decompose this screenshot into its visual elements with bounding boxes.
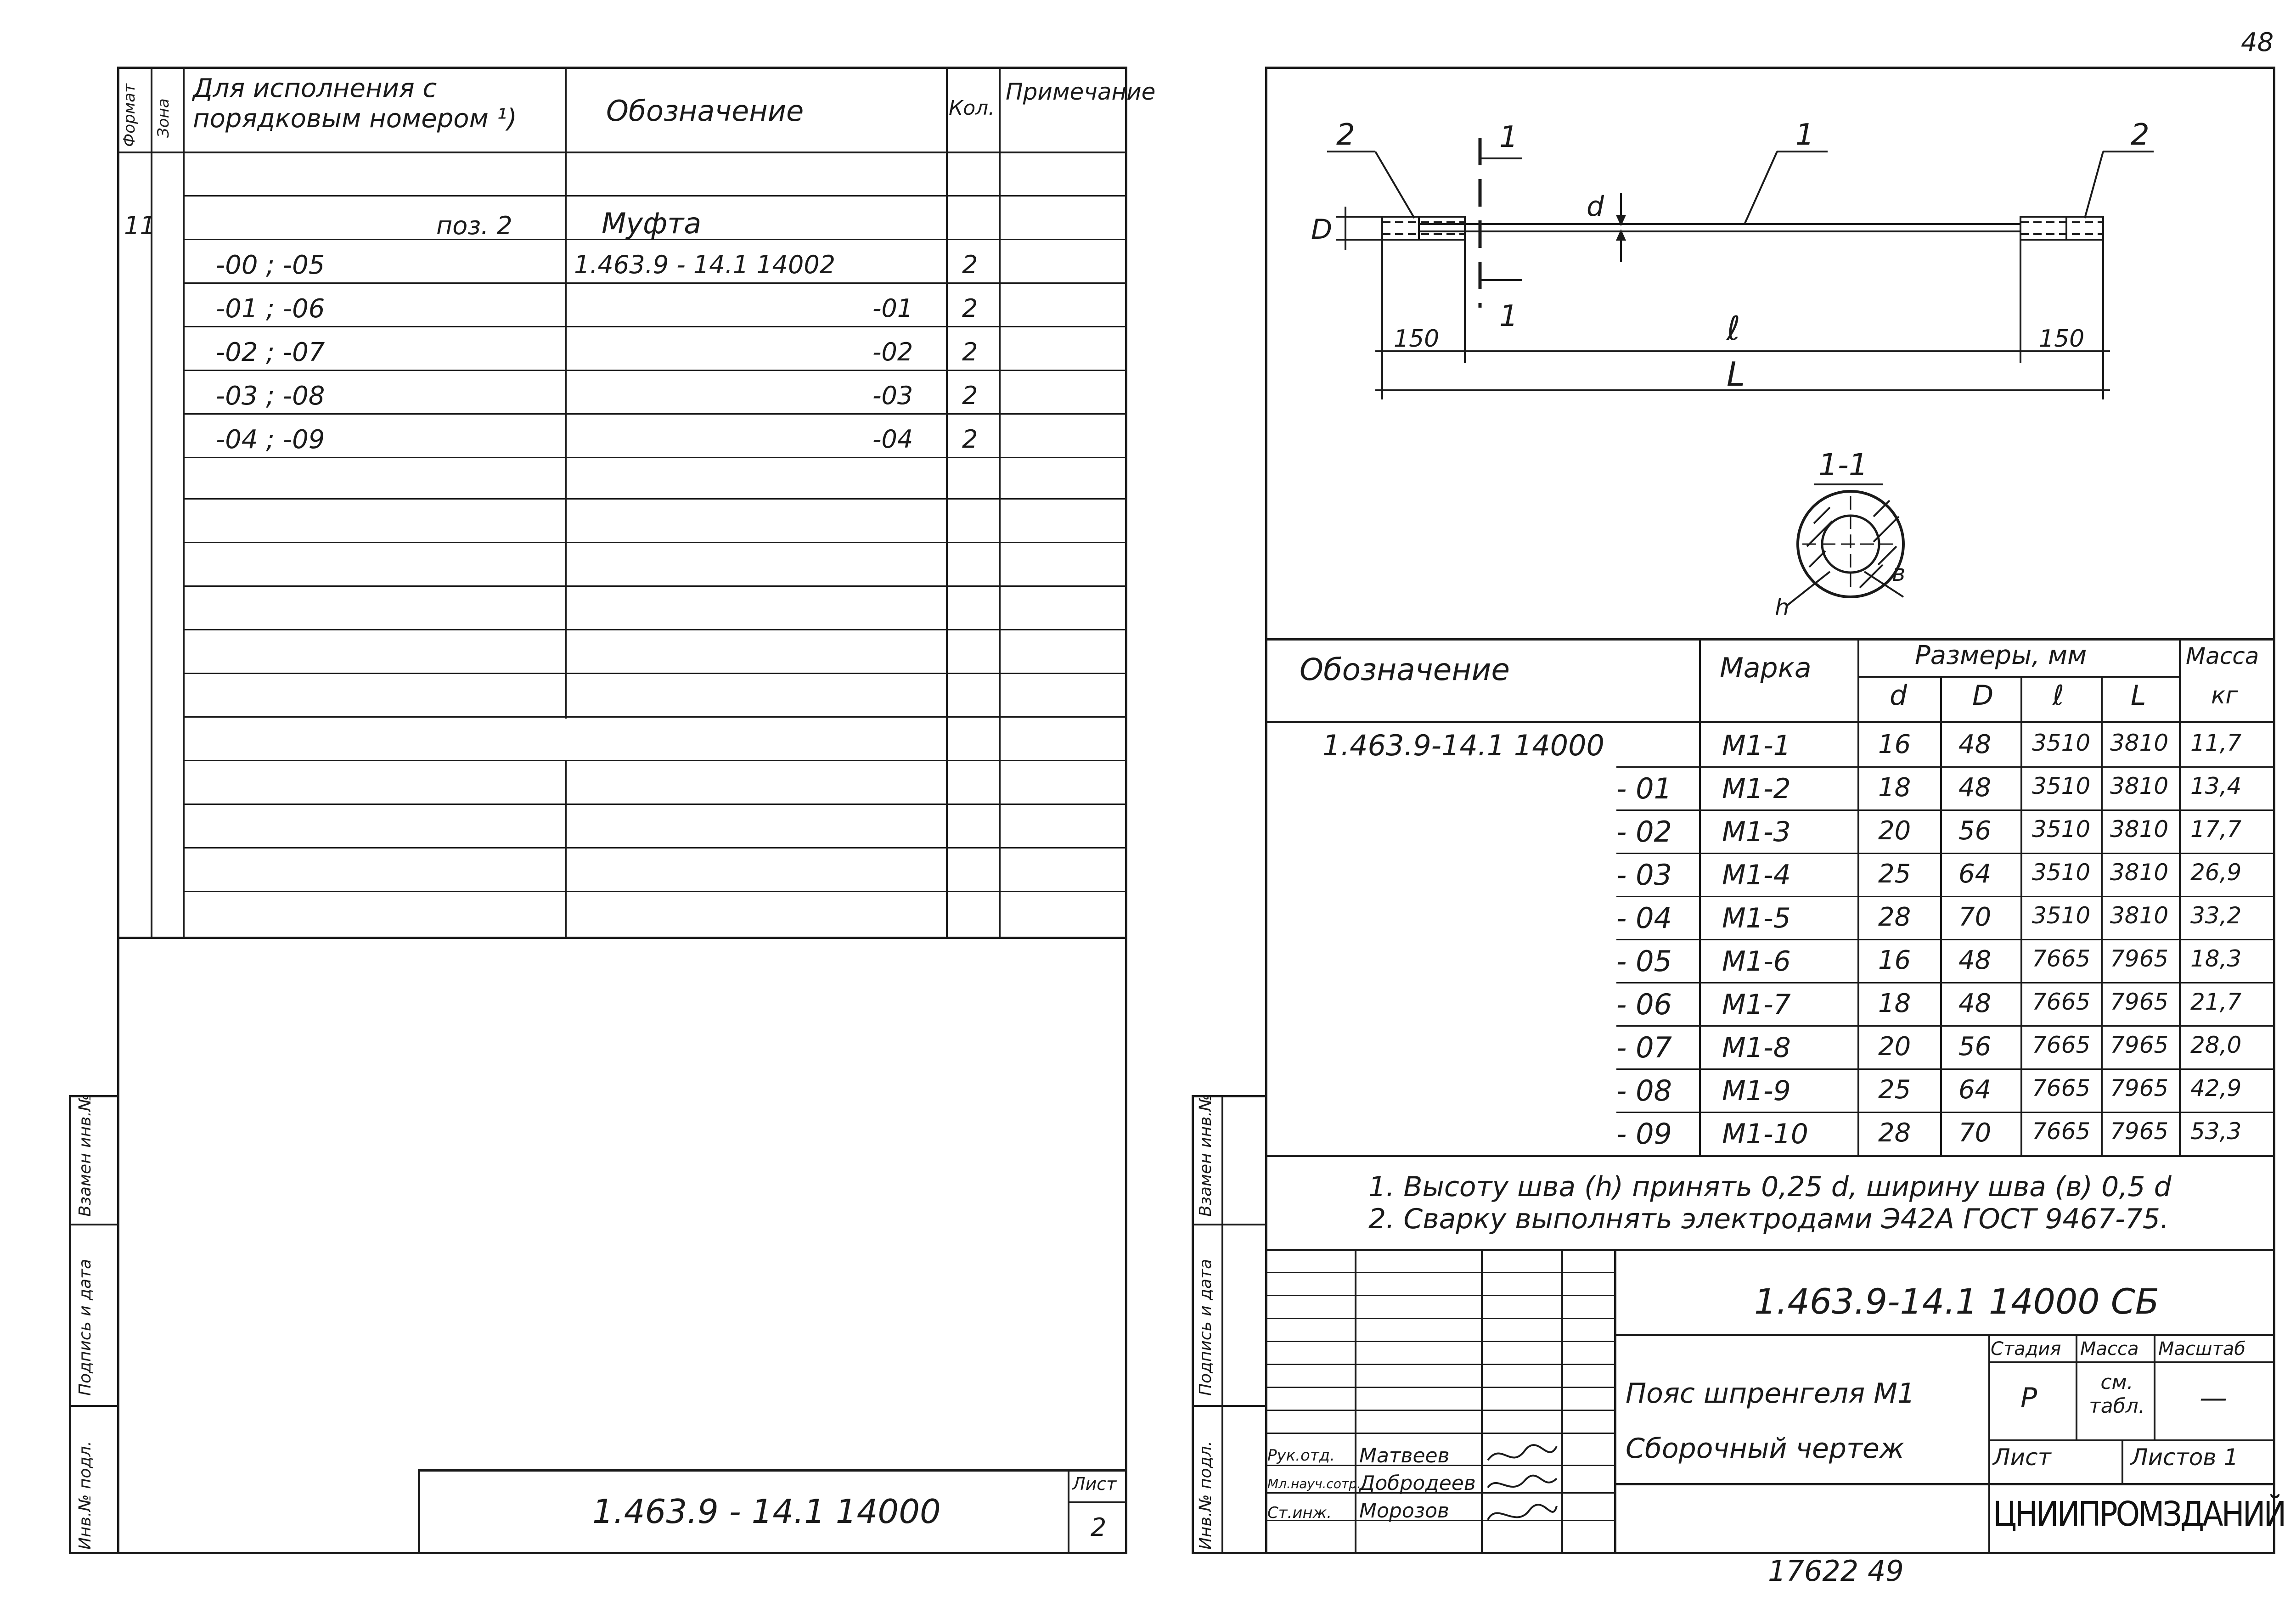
table-row-designation: - 09 xyxy=(1616,1117,1672,1151)
table-cell-mass: 33,2 xyxy=(2190,902,2242,929)
mass-value: см. табл. xyxy=(2089,1371,2145,1418)
table-cell-L: 3810 xyxy=(2110,902,2169,929)
table-cell-mark: М1-5 xyxy=(1722,902,1791,934)
table-cell-d: 28 xyxy=(1878,902,1911,932)
table-cell-L: 7965 xyxy=(2110,1118,2169,1145)
label-section-mark-top: 1 xyxy=(1499,120,1518,154)
table-cell-d: 18 xyxy=(1878,989,1911,1018)
table-cell-l: 7665 xyxy=(2032,1032,2091,1058)
label-h: h xyxy=(1775,594,1790,621)
assembly-drawing xyxy=(1267,69,2273,638)
label-l: ℓ xyxy=(1727,309,1740,348)
table-row-designation: - 03 xyxy=(1616,858,1672,892)
table-header-sizes: Размеры, мм xyxy=(1915,641,2087,670)
person-name: Добродеев xyxy=(1359,1472,1476,1495)
table-header-l: ℓ xyxy=(2053,680,2064,712)
table-row-designation: - 08 xyxy=(1616,1074,1672,1107)
table-cell-mass: 18,3 xyxy=(2190,945,2242,972)
table-cell-D: 48 xyxy=(1958,773,1992,803)
side-label: Подпись и дата xyxy=(1196,1259,1215,1396)
table-cell-L: 3810 xyxy=(2110,773,2169,799)
label-pos2-left: 2 xyxy=(1336,118,1355,152)
label-pos2-right: 2 xyxy=(2131,118,2150,152)
table-cell-mass: 28,0 xyxy=(2190,1032,2242,1058)
title-name-line1: Пояс шпренгеля М1 xyxy=(1626,1377,1915,1410)
table-row-designation: - 07 xyxy=(1616,1031,1672,1064)
table-cell-mark: М1-6 xyxy=(1722,945,1791,978)
label-dim150-left: 150 xyxy=(1394,325,1440,353)
table-header-D: D xyxy=(1972,680,1994,712)
table-cell-mass: 42,9 xyxy=(2190,1075,2242,1101)
header-designation: Обозначение xyxy=(606,94,804,128)
table-row-designation: - 01 xyxy=(1616,772,1672,805)
page-corner-number: 48 xyxy=(2241,28,2274,57)
side-label: Инв.№ подл. xyxy=(1196,1441,1215,1550)
header-variant: Для исполнения с порядковым номером ¹) xyxy=(193,73,517,134)
side-label: Взамен инв.№ xyxy=(1196,1094,1215,1217)
stage-label: Стадия xyxy=(1991,1338,2061,1360)
row-designation: -03 xyxy=(872,381,913,410)
person-role: Рук.отд. xyxy=(1267,1446,1335,1465)
header-format: Формат xyxy=(120,84,139,147)
row-qty: 2 xyxy=(962,425,978,454)
row-qty: 2 xyxy=(962,337,978,366)
signatures xyxy=(1483,1437,1561,1552)
table-header-d: d xyxy=(1890,680,1908,712)
row-qty: 2 xyxy=(962,294,978,323)
table-cell-l: 3510 xyxy=(2032,859,2091,886)
person-name: Морозов xyxy=(1359,1499,1449,1523)
table-cell-l: 3510 xyxy=(2032,902,2091,929)
label-D: D xyxy=(1311,214,1333,246)
table-cell-L: 7965 xyxy=(2110,1075,2169,1101)
table-cell-d: 25 xyxy=(1878,859,1911,889)
table-cell-L: 3810 xyxy=(2110,730,2169,756)
title-code: 1.463.9-14.1 14000 СБ xyxy=(1754,1281,2160,1322)
left-coupling xyxy=(1382,217,1465,240)
header-note: Примечание xyxy=(1006,79,1156,105)
title-name-line2: Сборочный чертеж xyxy=(1626,1433,1904,1465)
person-name: Матвеев xyxy=(1359,1444,1450,1467)
table-row-designation: - 02 xyxy=(1616,815,1672,849)
table-cell-mass: 26,9 xyxy=(2190,859,2242,886)
sheets-label: Листов 1 xyxy=(2131,1444,2239,1471)
table-cell-mark: М1-3 xyxy=(1722,816,1791,848)
row-designation: -02 xyxy=(872,337,913,366)
table-cell-D: 56 xyxy=(1958,816,1992,846)
mass-label: Масса xyxy=(2080,1338,2139,1360)
table-cell-D: 70 xyxy=(1958,1118,1992,1148)
organization-name: ЦНИИПРОМЗДАНИЙ xyxy=(1993,1495,2285,1534)
header-qty: Кол. xyxy=(949,96,995,120)
table-cell-L: 3810 xyxy=(2110,816,2169,843)
table-cell-L: 7965 xyxy=(2110,989,2169,1015)
table-cell-mark: М1-9 xyxy=(1722,1075,1791,1107)
table-cell-L: 7965 xyxy=(2110,945,2169,972)
label-L: L xyxy=(1727,355,1745,393)
table-cell-l: 7665 xyxy=(2032,945,2091,972)
left-sheet-label: Лист xyxy=(1072,1474,1117,1494)
left-sheet-frame xyxy=(117,67,1156,1554)
scale-value: — xyxy=(2200,1382,2227,1414)
row-format: 11 xyxy=(124,211,156,240)
table-cell-L: 3810 xyxy=(2110,859,2169,886)
table-cell-mass: 21,7 xyxy=(2190,989,2242,1015)
table-cell-D: 48 xyxy=(1958,945,1992,975)
person-role: Мл.науч.сотр. xyxy=(1267,1476,1361,1491)
label-section-mark-bottom: 1 xyxy=(1499,299,1518,333)
row-designation: Муфта xyxy=(602,207,702,240)
table-cell-mark: М1-2 xyxy=(1722,773,1791,805)
table-row-designation: - 05 xyxy=(1616,944,1672,978)
label-b: в xyxy=(1892,560,1906,586)
table-header-kg: кг xyxy=(2211,682,2238,709)
person-role: Ст.инж. xyxy=(1267,1504,1332,1522)
label-dim150-right: 150 xyxy=(2039,325,2085,353)
table-cell-l: 7665 xyxy=(2032,1075,2091,1101)
table-cell-d: 16 xyxy=(1878,945,1911,975)
table-cell-D: 48 xyxy=(1958,989,1992,1018)
right-coupling xyxy=(2020,217,2103,240)
table-cell-mark: М1-7 xyxy=(1722,989,1791,1021)
table-cell-D: 64 xyxy=(1958,859,1992,889)
table-cell-l: 3510 xyxy=(2032,773,2091,799)
scale-label: Масштаб xyxy=(2158,1338,2246,1360)
table-cell-mass: 11,7 xyxy=(2190,730,2242,756)
row-qty: 2 xyxy=(962,381,978,410)
row-variant: -04 ; -09 xyxy=(216,425,325,455)
left-sheet-number: 2 xyxy=(1091,1513,1107,1542)
label-pos1: 1 xyxy=(1795,118,1814,152)
row-designation: -04 xyxy=(872,425,913,454)
row-variant: -03 ; -08 xyxy=(216,381,325,411)
row-variant: -02 ; -07 xyxy=(216,337,325,367)
side-label: Взамен инв.№ xyxy=(76,1094,95,1217)
label-d: d xyxy=(1587,191,1604,223)
table-cell-l: 3510 xyxy=(2032,816,2091,843)
table-cell-l: 3510 xyxy=(2032,730,2091,756)
row-designation: -01 xyxy=(872,294,913,323)
table-cell-D: 48 xyxy=(1958,730,1992,759)
table-header-mass: Масса xyxy=(2186,643,2259,669)
table-header-designation: Обозначение xyxy=(1300,652,1510,687)
table-cell-d: 28 xyxy=(1878,1118,1911,1148)
table-cell-l: 7665 xyxy=(2032,1118,2091,1145)
table-cell-l: 7665 xyxy=(2032,989,2091,1015)
table-cell-mass: 53,3 xyxy=(2190,1118,2242,1145)
table-cell-mark: М1-8 xyxy=(1722,1032,1791,1064)
row-qty: 2 xyxy=(962,250,978,279)
row-variant: -01 ; -06 xyxy=(216,294,325,324)
table-cell-mark: М1-10 xyxy=(1722,1118,1808,1150)
row-designation: 1.463.9 - 14.1 14002 xyxy=(574,250,836,279)
table-cell-d: 16 xyxy=(1878,730,1911,759)
table-row-designation: - 06 xyxy=(1616,988,1672,1021)
table-cell-D: 70 xyxy=(1958,902,1992,932)
side-label: Подпись и дата xyxy=(76,1259,95,1396)
label-section-title: 1-1 xyxy=(1818,447,1868,483)
table-cell-d: 25 xyxy=(1878,1075,1911,1105)
note-line: 1. Высоту шва (h) принять 0,25 d, ширину шва (в) 0,5 d xyxy=(1368,1171,2172,1203)
row-variant: -00 ; -05 xyxy=(216,250,325,280)
table-cell-d: 20 xyxy=(1878,816,1911,846)
header-zone: Зона xyxy=(154,98,173,138)
table-row-designation: - 04 xyxy=(1616,901,1672,935)
table-cell-D: 64 xyxy=(1958,1075,1992,1105)
table-cell-L: 7965 xyxy=(2110,1032,2169,1058)
table-header-L: L xyxy=(2131,680,2146,712)
table-cell-mass: 17,7 xyxy=(2190,816,2242,843)
table-cell-mass: 13,4 xyxy=(2190,773,2242,799)
stage-value: Р xyxy=(2020,1382,2037,1414)
footer-numbers: 17622 49 xyxy=(1768,1554,1904,1588)
table-cell-mark: М1-1 xyxy=(1722,730,1791,762)
row-variant: поз. 2 xyxy=(436,211,512,240)
side-label: Инв.№ подл. xyxy=(76,1441,95,1550)
table-row-designation: 1.463.9-14.1 14000 xyxy=(1322,729,1605,762)
table-header-mark: Марка xyxy=(1720,652,1812,684)
table-cell-mark: М1-4 xyxy=(1722,859,1791,891)
note-line: 2. Сварку выполнять электродами Э42А ГОСТ 9467-75. xyxy=(1368,1203,2169,1235)
table-cell-d: 18 xyxy=(1878,773,1911,803)
sheet-label: Лист xyxy=(1993,1444,2051,1471)
table-cell-D: 56 xyxy=(1958,1032,1992,1062)
left-title-code: 1.463.9 - 14.1 14000 xyxy=(592,1492,941,1531)
table-cell-d: 20 xyxy=(1878,1032,1911,1062)
